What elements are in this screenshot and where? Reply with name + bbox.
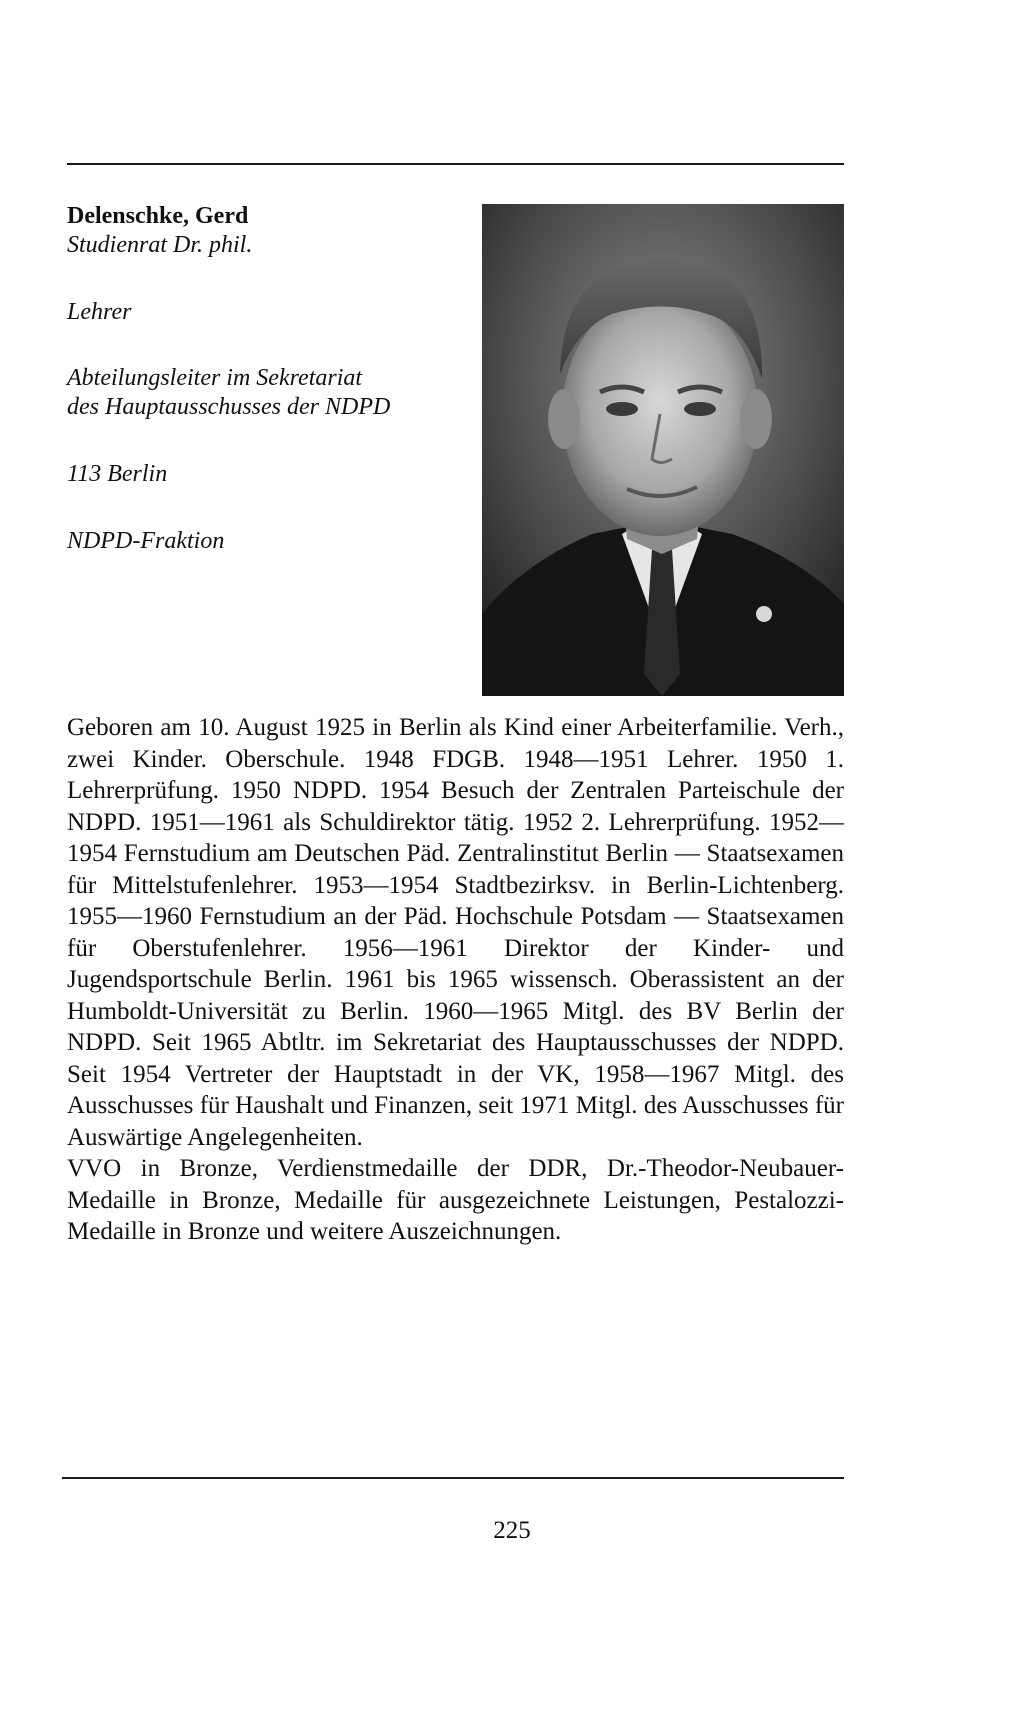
biography-paragraph-2: VVO in Bronze, Verdienstmedaille der DDR, Dr.-Theodor-Neubauer-Medaille in Bronze, Medaille für ausgezeichnete Leistungen, Pestalozzi-Medaille in Bronze und weitere Auszeichnungen. [67,1155,844,1245]
person-name: Delenschke, Gerd [67,203,249,229]
person-title: Studienrat Dr. phil. [67,231,253,258]
portrait-photo-icon [482,204,844,696]
person-profession: Lehrer [67,298,132,325]
bottom-rule [62,1477,844,1479]
top-rule [67,163,844,165]
biography-paragraph-1: Geboren am 10. August 1925 in Berlin als Kind einer Arbeiterfamilie. Verh., zwei Kinder. Oberschule. 1948 FDGB. 1948—1951 Lehrer. 1950 1. Lehrerprüfung. 1950 NDPD. 1954 Besuch der Zentralen Parteischule der NDPD. 1951—1961 als Schuldirektor tätig. 1952 2. Lehrerprüfung. 1952—1954 Fernstudium am Deutschen Päd. Zentralinstitut Berlin — Staatsexamen für Mittelstufenlehrer. 1953—1954 Stadtbezirksv. in Berlin-Lichtenberg. 1955—1960 Fernstudium an der Päd. Hochschule Potsdam — Staatsexamen für Oberstufenlehrer. 1956—1961 Direktor der Kinder- und Jugendsportschule Berlin. 1961 bis 1965 wissensch. Oberassistent an der Humboldt-Universität zu Berlin. 1960—1965 Mitgl. des BV Berlin der NDPD. Seit 1965 Abtltr. im Sekretariat des Hauptausschusses der NDPD. Seit 1954 Vertreter der Hauptstadt in der VK, 1958—1967 Mitgl. des Ausschusses für Haushalt und Finanzen, seit 1971 Mitgl. des Ausschusses für Auswärtige Angelegenheiten. [67,714,844,1151]
person-header [67,202,467,556]
biography [67,712,844,1248]
page-number: 225 [493,1517,531,1544]
person-position-line2: des Hauptausschusses der NDPD [67,394,391,421]
person-location: 113 Berlin [67,460,168,487]
person-faction: NDPD-Fraktion [67,527,225,554]
portrait-photo [482,204,844,696]
person-position-line1: Abteilungsleiter im Sekretariat [67,365,363,392]
